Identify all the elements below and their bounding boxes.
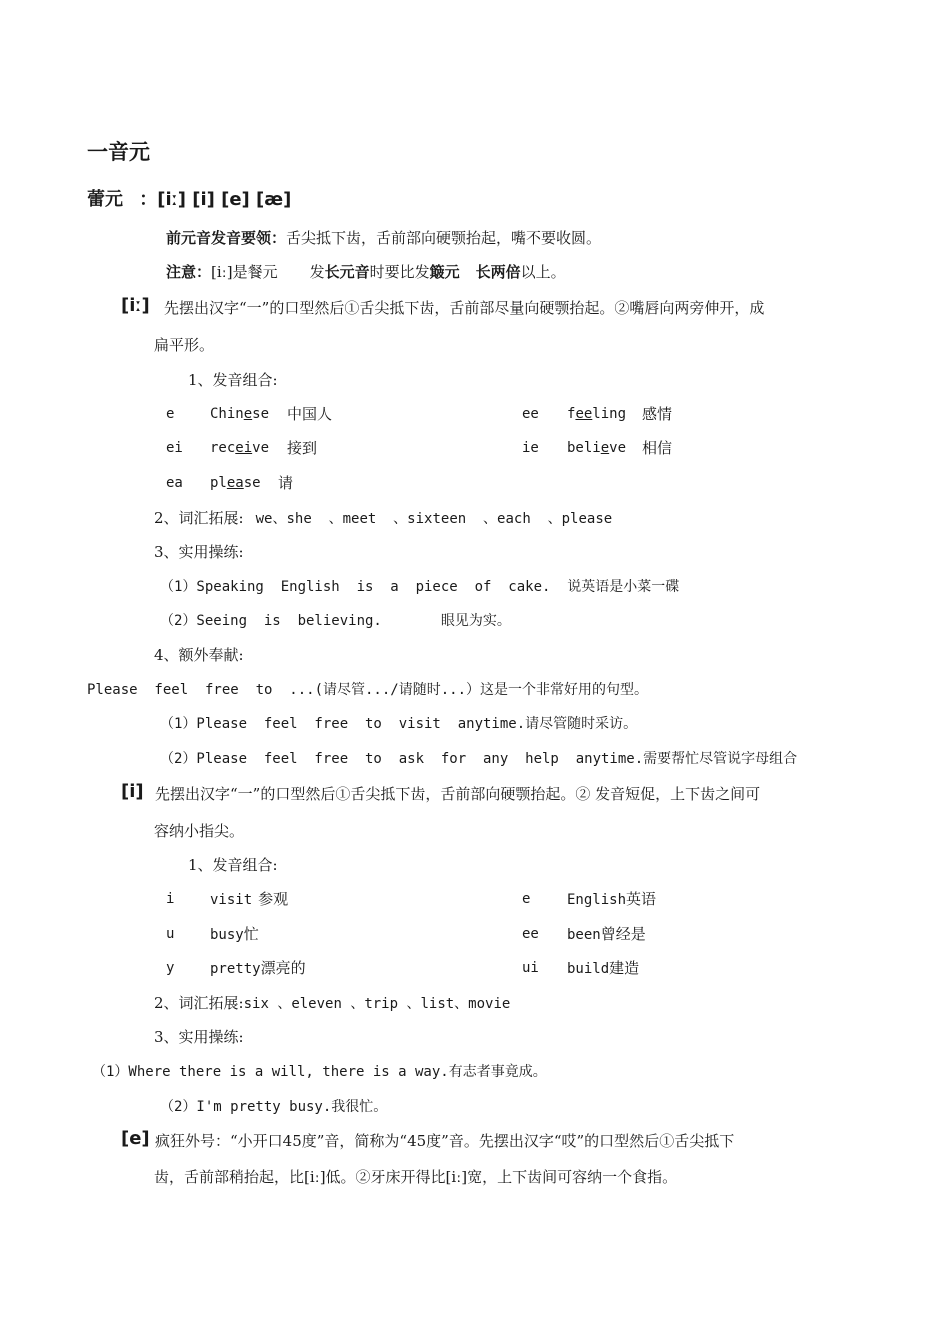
s1-practice-title: 3、实用操练:: [154, 543, 244, 561]
combo-meaning: 感情: [642, 405, 673, 423]
combo-key: ee: [522, 406, 539, 422]
combo-word: receive: [210, 440, 270, 456]
combo-word: English英语: [567, 890, 657, 908]
phoneme-symbol-e: [e]: [121, 1128, 150, 1149]
combo-key: i: [166, 891, 175, 907]
s3-description-2: 齿，舌前部稍抬起，比[iː]低。②牙床开得比[iː]宽，上下齿间可容纳一个食指。: [154, 1168, 678, 1186]
combo-meaning: 中国人: [287, 405, 333, 423]
combo-meaning: 请: [278, 474, 294, 492]
combo-key: u: [166, 926, 175, 942]
s2-practice-1: （1）Where there is a will, there is a way.有志者事竟成。: [92, 1064, 547, 1080]
combo-word: busy忙: [210, 925, 259, 943]
combo-meaning: 相信: [642, 439, 673, 457]
s2-vocab: 2、词汇拓展:six 、eleven 、trip 、list、movie: [154, 994, 511, 1012]
s1-description-1: 先摆出汉字“一”的口型然后①舌尖抵下齿，舌前部尽量向硬颚抬起。②嘴唇向两旁伸开，成: [164, 299, 765, 317]
combo-word: Chinese: [210, 406, 270, 422]
s2-description-1: 先摆出汉字“一”的口型然后①舌尖抵下齿，舌前部向硬颚抬起。② 发音短促，上下齿之间可: [155, 785, 761, 803]
s1-vocab: 2、词汇拓展: we、she 、meet 、sixteen 、each 、please: [154, 509, 613, 527]
phoneme-symbol-long-i: [iː]: [121, 295, 150, 316]
section-heading: [87, 190, 291, 210]
combo-key: y: [166, 960, 175, 976]
combo-word: please: [210, 475, 261, 491]
s2-combo-title: 1、发音组合:: [188, 856, 278, 874]
s1-extra-example-2: （2）Please feel free to ask for any help anytime.需要帮忙尽管说字母组合: [160, 751, 798, 767]
combo-key: e: [522, 891, 531, 907]
s1-practice-2: （2）Seeing is believing. 眼见为实。: [160, 613, 511, 629]
combo-word: pretty漂亮的: [210, 959, 306, 977]
s2-practice-title: 3、实用操练:: [154, 1028, 244, 1046]
s2-practice-2: （2）I'm pretty busy.我很忙。: [160, 1099, 388, 1115]
s1-extra-title: 4、额外奉献:: [154, 646, 244, 664]
page-title: 一音元: [87, 140, 150, 164]
combo-meaning: 接到: [287, 439, 318, 457]
heading-symbols: ：[iː] [i] [e] [æ]: [139, 189, 292, 210]
s1-extra: Please feel free to ...(请尽管.../请随时...）这是一个非常好用的句型。: [87, 682, 649, 698]
s1-combo-title: 1、发音组合:: [188, 371, 278, 389]
heading-label: 蕾元: [87, 189, 123, 210]
combo-word: feeling: [567, 406, 627, 422]
s2-description-2: 容纳小指尖。: [154, 822, 245, 840]
combo-key: ee: [522, 926, 539, 942]
combo-word: been曾经是: [567, 925, 646, 943]
combo-key: ui: [522, 960, 539, 976]
combo-word: build建造: [567, 959, 640, 977]
combo-key: ei: [166, 440, 183, 456]
combo-key: ie: [522, 440, 539, 456]
intro-line-2: 注意：[iː]是餐元 发长元音时要比发簸元 长两倍以上。: [166, 263, 566, 281]
combo-word: visit 参观: [210, 890, 289, 908]
combo-key: e: [166, 406, 175, 422]
s1-extra-example-1: （1）Please feel free to visit anytime.请尽管随时采访。: [160, 716, 638, 732]
intro-line-1: 前元音发音要领：舌尖抵下齿，舌前部向硬颚抬起，嘴不要收圆。: [166, 229, 602, 247]
combo-word: believe: [567, 440, 627, 456]
s3-description-1: 疯狂外号：“小开口45度”音，简称为“45度”音。先摆出汉字“哎”的口型然后①舌尖抵下: [155, 1132, 735, 1150]
s1-practice-1: （1）Speaking English is a piece of cake. 说英语是小菜一碟: [160, 579, 680, 595]
phoneme-symbol-short-i: [i]: [121, 781, 144, 802]
s1-description-2: 扁平形。: [154, 336, 215, 354]
combo-key: ea: [166, 475, 183, 491]
